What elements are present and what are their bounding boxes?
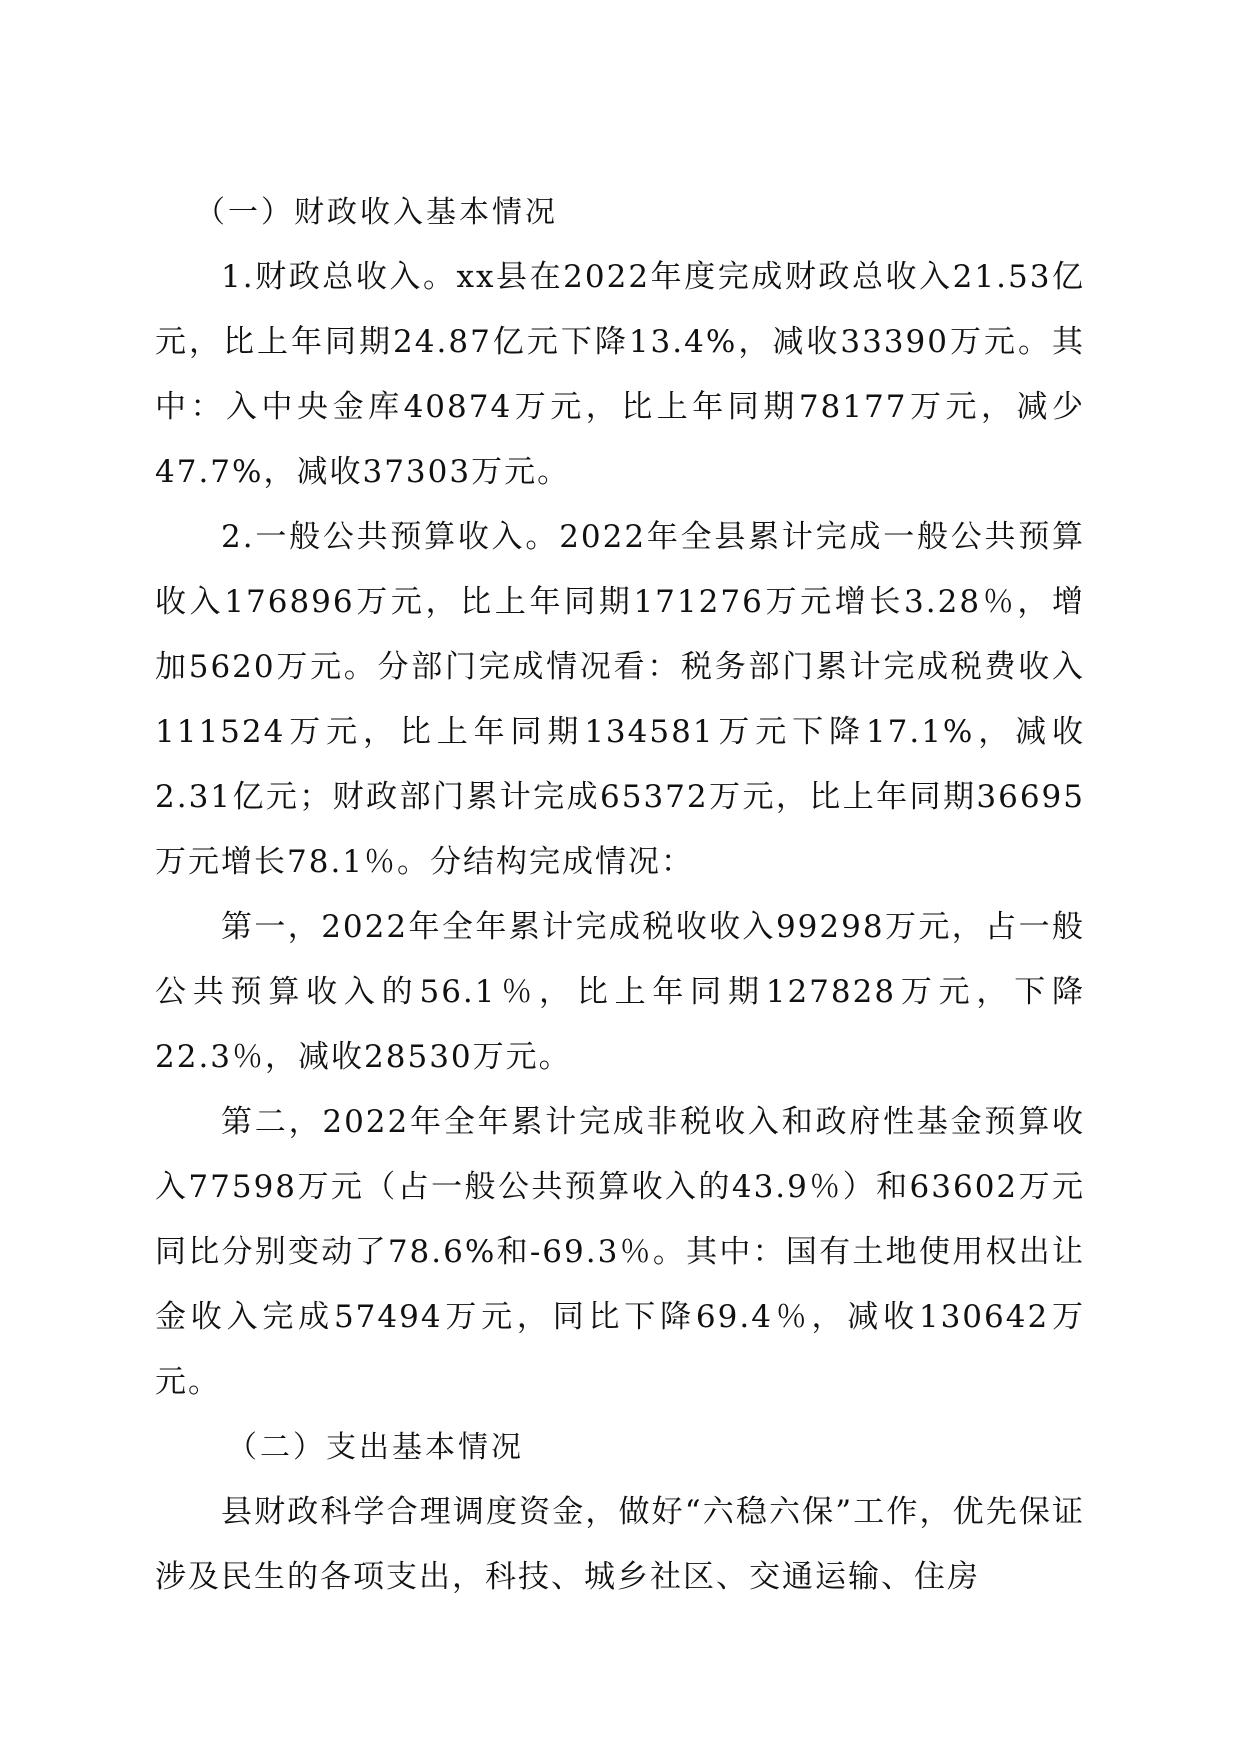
section-heading-revenue: （一）财政收入基本情况 — [195, 195, 558, 230]
section-heading-expenditure: （二）支出基本情况 — [227, 1430, 524, 1465]
paragraph-non-tax-revenue: 第二，2022年全年累计完成非税收入和政府性基金预算收入77598万元（占一般公共预算收入的43.9％）和63602万元同比分别变动了78.6%和-69.3％。其中：国有土地使用权出让金收入完成57494万元，同比下降69.4％，减收130642万元。 — [155, 1104, 1085, 1400]
document-page — [155, 180, 1085, 1610]
paragraph-tax-revenue: 第一，2022年全年累计完成税收收入99298万元，占一般公共预算收入的56.1％，比上年同期127828万元，下降22.3％，减收28530万元。 — [155, 909, 1085, 1075]
paragraph-general-budget-revenue: 2.一般公共预算收入。2022年全县累计完成一般公共预算收入176896万元，比上年同期171276万元增长3.28％，增加5620万元。分部门完成情况看：税务部门累计完成税费收入111524万元，比上年同期134581万元下降17.1%，减收2.31亿元；财政部门累计完成65372万元，比上年同期36695万元增长78.1％。分结构完成情况： — [155, 519, 1085, 880]
paragraph-total-revenue: 1.财政总收入。xx县在2022年度完成财政总收入21.53亿元，比上年同期24.87亿元下降13.4%，减收33390万元。其中：入中央金库40874万元，比上年同期78177万元，减少47.7%，减收37303万元。 — [155, 259, 1085, 490]
paragraph-expenditure: 县财政科学合理调度资金，做好“六稳六保”工作，优先保证涉及民生的各项支出，科技、城乡社区、交通运输、住房 — [155, 1494, 1085, 1595]
